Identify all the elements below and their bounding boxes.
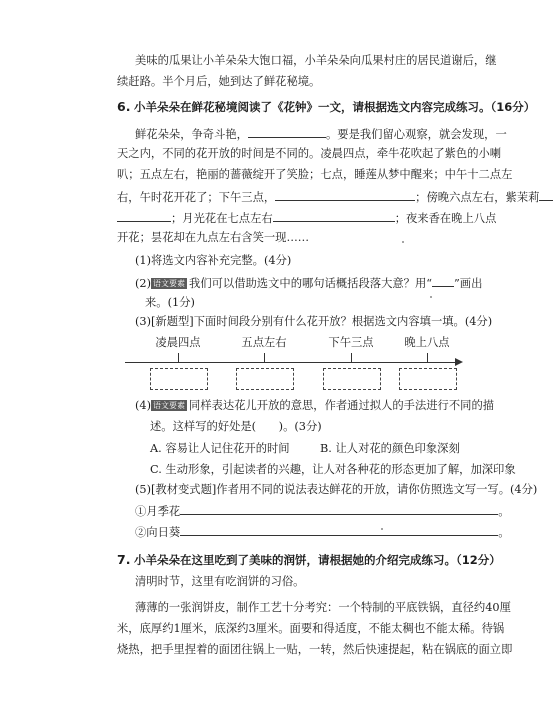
passage-text: 鲜花朵朵，争奇斗艳，	[135, 128, 248, 141]
passage-line-3: 叭；五点左右，艳丽的蔷薇绽开了笑脸；七点，睡莲从梦中醒来；中午十二点左	[117, 168, 513, 181]
q7-number: 7.	[117, 552, 131, 567]
option-c[interactable]: C. 生动形象，引起读者的兴趣，让人对各种花的形态更加了解，加深印象	[150, 463, 516, 476]
q6-sub3: (3)[新题型]下面时间段分别有什么花开放？根据选文内容填一填。(4分)	[135, 315, 493, 328]
passage-line-5	[117, 209, 553, 227]
scan-speck	[402, 241, 404, 243]
tag-badge: 语文要素	[153, 279, 186, 288]
passage-text: 。要是我们留心观察，就会发现，一	[325, 128, 507, 141]
q6-sub5: (5)[教材变式题]作者用不同的说法表达鲜花的开放，请你仿照选文写一写。(4分)	[135, 483, 538, 496]
intro-line-1: 美味的瓜果让小羊朵朵大饱口福，小羊朵朵向瓜果村庄的居民道谢后，继	[135, 54, 497, 67]
passage-line-1	[135, 125, 553, 143]
q7-paragraph-1: 清明时节，这里有吃润饼的习俗。	[135, 575, 305, 588]
answer-blank[interactable]	[273, 209, 395, 222]
item-label: ①月季花	[135, 505, 181, 518]
timeline-label: 五点左右	[241, 336, 287, 349]
tag-badge: 语文要素	[153, 401, 186, 410]
answer-line[interactable]	[180, 502, 498, 515]
answer-blank[interactable]	[432, 274, 454, 287]
q7-paragraph-2-line-2: 米，底厚约1厘米，底深约3厘米。面要和得适度，不能太稠也不能太稀。待锅	[117, 622, 505, 635]
q6-sub2-line2: 来。(1分)	[145, 296, 195, 309]
option-b[interactable]: B. 让人对花的颜色印象深刻	[320, 442, 460, 455]
answer-blank[interactable]	[275, 188, 415, 201]
passage-text: ；傍晚六点左右，紫茉莉	[415, 191, 540, 204]
passage-line-4	[117, 188, 553, 206]
q7-paragraph-2-line-3: 烧热，把手里捏着的面团往锅上一贴，一转，然后快速提起，粘在锅底的面立即	[117, 643, 513, 656]
q6-item-1	[135, 502, 553, 520]
q6-item-2	[135, 523, 553, 541]
timeline-answer-box[interactable]	[399, 368, 457, 390]
sub-text: ”画出	[454, 277, 483, 290]
option-a[interactable]: A. 容易让人记住花开的时间	[150, 442, 290, 455]
timeline-answer-box[interactable]	[323, 368, 381, 390]
intro-line-2: 续赶路。半个月后，她到达了鲜花秘境。	[117, 75, 321, 88]
q6-number: 6.	[117, 99, 131, 114]
item-period: 。	[498, 505, 510, 518]
q6-heading	[117, 99, 553, 116]
timeline-tick	[178, 353, 179, 363]
answer-line[interactable]	[180, 523, 498, 536]
q6-sub2	[135, 274, 553, 292]
q7-heading	[117, 552, 553, 569]
passage-text: 右，午时花开花了；下午三点，	[117, 191, 276, 204]
timeline-label: 晚上八点	[404, 336, 450, 349]
timeline-tick	[351, 353, 352, 363]
q7-prompt: 小羊朵朵在这里吃到了美味的润饼，请根据她的介绍完成练习。（12分）	[134, 553, 501, 567]
q7-paragraph-2-line-1: 薄薄的一张润饼皮，制作工艺十分考究：一个特制的平底铁锅，直径约40厘	[135, 601, 511, 614]
timeline-arrow-icon	[455, 358, 463, 366]
passage-text: ；夜来香在晚上八点	[394, 212, 497, 225]
sub-number: (4)	[135, 399, 152, 412]
timeline-tick	[264, 353, 265, 363]
scan-speck	[381, 528, 383, 530]
sub-text: 我们可以借助选文中的哪句话概括段落大意？用“	[189, 277, 433, 290]
q6-sub1: (1)将选文内容补充完整。(4分)	[135, 254, 292, 267]
scan-speck	[430, 296, 432, 298]
q6-sub4	[135, 398, 553, 414]
timeline-answer-box[interactable]	[236, 368, 294, 390]
timeline-axis	[125, 362, 458, 363]
answer-blank[interactable]	[117, 209, 171, 222]
item-label: ②向日葵	[135, 526, 181, 539]
timeline-label: 下午三点	[328, 336, 374, 349]
timeline-tick	[427, 353, 428, 363]
timeline-answer-box[interactable]	[150, 368, 208, 390]
sub-text: 同样表达花儿开放的意思，作者通过拟人的手法进行不同的描	[189, 399, 495, 412]
passage-line-6: 开花；昙花却在九点左右含笑一现……	[117, 231, 310, 244]
q6-sub4-line2: 述。这样写的好处是( )。(3分)	[150, 420, 322, 433]
answer-blank[interactable]	[248, 125, 326, 138]
answer-blank[interactable]	[539, 188, 553, 201]
timeline-label: 凌晨四点	[155, 336, 201, 349]
passage-text: ；月光花在七点左右	[171, 212, 273, 225]
item-period: 。	[498, 526, 510, 539]
passage-line-2: 天之内，不同的花开放的时间是不同的。凌晨四点，牵牛花吹起了紫色的小喇	[117, 147, 502, 160]
q6-prompt: 小羊朵朵在鲜花秘境阅读了《花钟》一文，请根据选文内容完成练习。（16分）	[134, 100, 536, 114]
sub-number: (2)	[135, 277, 152, 290]
